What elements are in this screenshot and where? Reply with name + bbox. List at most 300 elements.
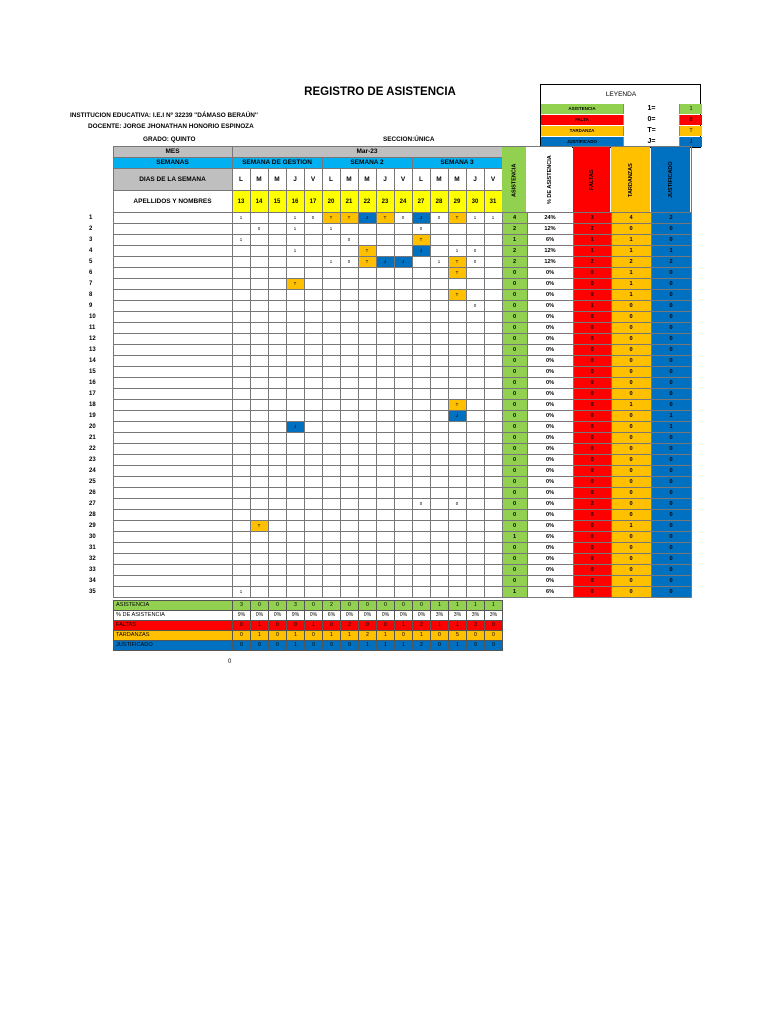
attendance-cell[interactable] bbox=[250, 510, 268, 521]
attendance-cell[interactable] bbox=[358, 389, 376, 400]
attendance-cell[interactable] bbox=[412, 268, 430, 279]
attendance-cell[interactable] bbox=[394, 554, 412, 565]
attendance-cell[interactable] bbox=[268, 411, 286, 422]
attendance-cell[interactable] bbox=[232, 345, 250, 356]
attendance-cell[interactable] bbox=[250, 356, 268, 367]
attendance-cell[interactable] bbox=[286, 312, 304, 323]
attendance-cell[interactable] bbox=[466, 532, 484, 543]
attendance-cell[interactable] bbox=[268, 532, 286, 543]
attendance-cell[interactable] bbox=[268, 510, 286, 521]
attendance-cell[interactable] bbox=[268, 554, 286, 565]
student-name-cell[interactable] bbox=[113, 268, 232, 279]
attendance-cell[interactable] bbox=[466, 565, 484, 576]
attendance-cell[interactable] bbox=[322, 290, 340, 301]
attendance-cell[interactable] bbox=[484, 444, 502, 455]
attendance-cell[interactable] bbox=[430, 367, 448, 378]
attendance-cell[interactable]: 1 bbox=[466, 213, 484, 224]
attendance-cell[interactable] bbox=[232, 499, 250, 510]
attendance-cell[interactable] bbox=[286, 345, 304, 356]
attendance-cell[interactable] bbox=[250, 279, 268, 290]
attendance-cell[interactable] bbox=[376, 411, 394, 422]
attendance-cell[interactable] bbox=[466, 521, 484, 532]
attendance-cell[interactable] bbox=[340, 411, 358, 422]
attendance-cell[interactable] bbox=[448, 576, 466, 587]
attendance-cell[interactable] bbox=[250, 235, 268, 246]
attendance-cell[interactable] bbox=[430, 499, 448, 510]
attendance-cell[interactable] bbox=[466, 477, 484, 488]
attendance-cell[interactable] bbox=[430, 521, 448, 532]
attendance-cell[interactable]: T bbox=[448, 290, 466, 301]
attendance-cell[interactable] bbox=[268, 521, 286, 532]
attendance-cell[interactable] bbox=[268, 576, 286, 587]
attendance-cell[interactable] bbox=[430, 422, 448, 433]
attendance-cell[interactable] bbox=[232, 323, 250, 334]
attendance-cell[interactable] bbox=[322, 312, 340, 323]
attendance-cell[interactable]: T bbox=[448, 268, 466, 279]
attendance-cell[interactable] bbox=[232, 301, 250, 312]
attendance-cell[interactable] bbox=[322, 301, 340, 312]
attendance-cell[interactable] bbox=[466, 378, 484, 389]
attendance-cell[interactable] bbox=[412, 290, 430, 301]
attendance-cell[interactable] bbox=[448, 312, 466, 323]
attendance-cell[interactable] bbox=[466, 389, 484, 400]
attendance-cell[interactable] bbox=[322, 477, 340, 488]
attendance-cell[interactable] bbox=[358, 334, 376, 345]
attendance-cell[interactable] bbox=[286, 367, 304, 378]
attendance-cell[interactable]: J bbox=[412, 246, 430, 257]
attendance-cell[interactable] bbox=[304, 378, 322, 389]
attendance-cell[interactable] bbox=[358, 400, 376, 411]
attendance-cell[interactable] bbox=[232, 477, 250, 488]
attendance-cell[interactable] bbox=[250, 576, 268, 587]
attendance-cell[interactable] bbox=[322, 334, 340, 345]
attendance-cell[interactable] bbox=[268, 389, 286, 400]
attendance-cell[interactable] bbox=[286, 499, 304, 510]
attendance-cell[interactable] bbox=[268, 279, 286, 290]
attendance-cell[interactable] bbox=[484, 301, 502, 312]
attendance-cell[interactable] bbox=[430, 356, 448, 367]
attendance-cell[interactable] bbox=[448, 345, 466, 356]
attendance-cell[interactable]: 1 bbox=[232, 235, 250, 246]
attendance-cell[interactable] bbox=[304, 565, 322, 576]
student-name-cell[interactable] bbox=[113, 433, 232, 444]
student-name-cell[interactable] bbox=[113, 521, 232, 532]
attendance-cell[interactable] bbox=[340, 576, 358, 587]
attendance-cell[interactable]: 1 bbox=[484, 213, 502, 224]
attendance-cell[interactable] bbox=[232, 565, 250, 576]
attendance-cell[interactable] bbox=[304, 433, 322, 444]
attendance-cell[interactable] bbox=[376, 378, 394, 389]
attendance-cell[interactable] bbox=[268, 455, 286, 466]
attendance-cell[interactable] bbox=[232, 378, 250, 389]
attendance-cell[interactable] bbox=[412, 466, 430, 477]
attendance-cell[interactable] bbox=[340, 521, 358, 532]
attendance-cell[interactable] bbox=[268, 466, 286, 477]
attendance-cell[interactable] bbox=[250, 532, 268, 543]
attendance-cell[interactable] bbox=[358, 521, 376, 532]
attendance-cell[interactable] bbox=[340, 444, 358, 455]
attendance-cell[interactable] bbox=[268, 477, 286, 488]
attendance-cell[interactable] bbox=[340, 455, 358, 466]
attendance-cell[interactable] bbox=[358, 312, 376, 323]
attendance-cell[interactable] bbox=[340, 334, 358, 345]
attendance-cell[interactable] bbox=[250, 455, 268, 466]
attendance-cell[interactable]: J bbox=[286, 422, 304, 433]
attendance-cell[interactable] bbox=[448, 444, 466, 455]
attendance-cell[interactable] bbox=[322, 587, 340, 598]
student-name-cell[interactable] bbox=[113, 290, 232, 301]
attendance-cell[interactable] bbox=[358, 367, 376, 378]
attendance-cell[interactable] bbox=[412, 345, 430, 356]
student-name-cell[interactable] bbox=[113, 532, 232, 543]
attendance-cell[interactable] bbox=[250, 411, 268, 422]
attendance-cell[interactable] bbox=[466, 279, 484, 290]
attendance-cell[interactable] bbox=[286, 235, 304, 246]
attendance-cell[interactable] bbox=[232, 488, 250, 499]
attendance-cell[interactable] bbox=[466, 444, 484, 455]
attendance-cell[interactable] bbox=[232, 422, 250, 433]
attendance-cell[interactable] bbox=[268, 433, 286, 444]
attendance-cell[interactable] bbox=[448, 521, 466, 532]
attendance-cell[interactable] bbox=[304, 444, 322, 455]
attendance-cell[interactable] bbox=[358, 576, 376, 587]
attendance-cell[interactable] bbox=[376, 422, 394, 433]
attendance-cell[interactable] bbox=[376, 224, 394, 235]
attendance-cell[interactable] bbox=[250, 587, 268, 598]
attendance-cell[interactable] bbox=[412, 301, 430, 312]
attendance-cell[interactable] bbox=[466, 312, 484, 323]
attendance-cell[interactable] bbox=[268, 268, 286, 279]
attendance-cell[interactable] bbox=[286, 543, 304, 554]
attendance-cell[interactable] bbox=[484, 224, 502, 235]
attendance-cell[interactable] bbox=[268, 323, 286, 334]
attendance-cell[interactable] bbox=[358, 455, 376, 466]
attendance-cell[interactable] bbox=[322, 356, 340, 367]
attendance-cell[interactable] bbox=[430, 466, 448, 477]
attendance-cell[interactable] bbox=[448, 510, 466, 521]
student-name-cell[interactable] bbox=[113, 510, 232, 521]
attendance-cell[interactable] bbox=[304, 246, 322, 257]
attendance-cell[interactable] bbox=[394, 532, 412, 543]
student-name-cell[interactable] bbox=[113, 389, 232, 400]
attendance-cell[interactable] bbox=[466, 455, 484, 466]
attendance-cell[interactable]: 1 bbox=[448, 246, 466, 257]
attendance-cell[interactable] bbox=[232, 224, 250, 235]
attendance-cell[interactable] bbox=[340, 389, 358, 400]
attendance-cell[interactable] bbox=[430, 532, 448, 543]
attendance-cell[interactable] bbox=[376, 466, 394, 477]
attendance-cell[interactable] bbox=[358, 499, 376, 510]
attendance-cell[interactable]: T bbox=[250, 521, 268, 532]
attendance-cell[interactable] bbox=[250, 433, 268, 444]
attendance-cell[interactable] bbox=[340, 279, 358, 290]
attendance-cell[interactable] bbox=[430, 477, 448, 488]
attendance-cell[interactable] bbox=[394, 488, 412, 499]
attendance-cell[interactable] bbox=[430, 433, 448, 444]
attendance-cell[interactable] bbox=[304, 279, 322, 290]
attendance-cell[interactable] bbox=[394, 400, 412, 411]
attendance-cell[interactable] bbox=[250, 466, 268, 477]
attendance-cell[interactable] bbox=[448, 389, 466, 400]
attendance-cell[interactable] bbox=[448, 356, 466, 367]
attendance-cell[interactable] bbox=[394, 510, 412, 521]
attendance-cell[interactable] bbox=[286, 466, 304, 477]
attendance-cell[interactable] bbox=[358, 268, 376, 279]
attendance-cell[interactable] bbox=[412, 554, 430, 565]
attendance-cell[interactable] bbox=[448, 378, 466, 389]
attendance-cell[interactable] bbox=[394, 279, 412, 290]
attendance-cell[interactable] bbox=[358, 543, 376, 554]
attendance-cell[interactable] bbox=[268, 565, 286, 576]
attendance-cell[interactable]: 0 bbox=[430, 213, 448, 224]
attendance-cell[interactable] bbox=[304, 521, 322, 532]
attendance-cell[interactable] bbox=[376, 367, 394, 378]
attendance-cell[interactable] bbox=[304, 466, 322, 477]
attendance-cell[interactable] bbox=[394, 367, 412, 378]
student-name-cell[interactable] bbox=[113, 477, 232, 488]
attendance-cell[interactable] bbox=[466, 400, 484, 411]
attendance-cell[interactable] bbox=[394, 411, 412, 422]
attendance-cell[interactable] bbox=[268, 444, 286, 455]
attendance-cell[interactable] bbox=[484, 290, 502, 301]
attendance-cell[interactable] bbox=[448, 279, 466, 290]
attendance-cell[interactable] bbox=[430, 389, 448, 400]
attendance-cell[interactable] bbox=[358, 433, 376, 444]
attendance-cell[interactable] bbox=[412, 312, 430, 323]
attendance-cell[interactable] bbox=[430, 268, 448, 279]
attendance-cell[interactable] bbox=[304, 367, 322, 378]
attendance-cell[interactable] bbox=[484, 367, 502, 378]
attendance-cell[interactable] bbox=[394, 301, 412, 312]
attendance-cell[interactable] bbox=[322, 510, 340, 521]
attendance-cell[interactable] bbox=[466, 422, 484, 433]
attendance-cell[interactable]: J bbox=[448, 411, 466, 422]
attendance-cell[interactable] bbox=[448, 477, 466, 488]
attendance-cell[interactable]: 0 bbox=[340, 235, 358, 246]
attendance-cell[interactable] bbox=[286, 488, 304, 499]
attendance-cell[interactable] bbox=[340, 224, 358, 235]
attendance-cell[interactable] bbox=[340, 422, 358, 433]
attendance-cell[interactable] bbox=[448, 543, 466, 554]
attendance-cell[interactable] bbox=[448, 433, 466, 444]
attendance-cell[interactable] bbox=[394, 378, 412, 389]
attendance-cell[interactable] bbox=[340, 378, 358, 389]
student-name-cell[interactable] bbox=[113, 235, 232, 246]
attendance-cell[interactable] bbox=[376, 587, 394, 598]
attendance-cell[interactable] bbox=[448, 367, 466, 378]
attendance-cell[interactable] bbox=[286, 334, 304, 345]
attendance-cell[interactable] bbox=[484, 312, 502, 323]
student-name-cell[interactable] bbox=[113, 334, 232, 345]
attendance-cell[interactable]: T bbox=[358, 246, 376, 257]
attendance-cell[interactable] bbox=[376, 345, 394, 356]
attendance-cell[interactable] bbox=[376, 532, 394, 543]
attendance-cell[interactable] bbox=[232, 466, 250, 477]
attendance-cell[interactable] bbox=[466, 356, 484, 367]
attendance-cell[interactable] bbox=[376, 389, 394, 400]
attendance-cell[interactable] bbox=[358, 488, 376, 499]
attendance-cell[interactable] bbox=[358, 411, 376, 422]
attendance-cell[interactable] bbox=[358, 565, 376, 576]
attendance-cell[interactable] bbox=[430, 345, 448, 356]
attendance-cell[interactable] bbox=[304, 301, 322, 312]
attendance-cell[interactable] bbox=[250, 565, 268, 576]
attendance-cell[interactable] bbox=[250, 345, 268, 356]
attendance-cell[interactable] bbox=[340, 400, 358, 411]
attendance-cell[interactable] bbox=[394, 587, 412, 598]
attendance-cell[interactable] bbox=[412, 378, 430, 389]
attendance-cell[interactable] bbox=[484, 499, 502, 510]
attendance-cell[interactable] bbox=[268, 290, 286, 301]
attendance-cell[interactable] bbox=[286, 400, 304, 411]
attendance-cell[interactable] bbox=[466, 323, 484, 334]
attendance-cell[interactable] bbox=[376, 334, 394, 345]
attendance-cell[interactable] bbox=[268, 246, 286, 257]
attendance-cell[interactable] bbox=[430, 565, 448, 576]
attendance-cell[interactable] bbox=[286, 411, 304, 422]
attendance-cell[interactable] bbox=[232, 389, 250, 400]
attendance-cell[interactable] bbox=[376, 323, 394, 334]
attendance-cell[interactable] bbox=[484, 389, 502, 400]
attendance-cell[interactable] bbox=[232, 510, 250, 521]
attendance-cell[interactable] bbox=[286, 521, 304, 532]
attendance-cell[interactable] bbox=[466, 554, 484, 565]
attendance-cell[interactable]: J bbox=[376, 257, 394, 268]
attendance-cell[interactable] bbox=[250, 213, 268, 224]
attendance-cell[interactable] bbox=[484, 411, 502, 422]
attendance-cell[interactable] bbox=[286, 554, 304, 565]
attendance-cell[interactable] bbox=[232, 334, 250, 345]
attendance-cell[interactable] bbox=[304, 224, 322, 235]
attendance-cell[interactable] bbox=[322, 543, 340, 554]
attendance-cell[interactable] bbox=[376, 246, 394, 257]
attendance-cell[interactable] bbox=[304, 356, 322, 367]
attendance-cell[interactable] bbox=[322, 279, 340, 290]
attendance-cell[interactable] bbox=[430, 587, 448, 598]
attendance-cell[interactable] bbox=[466, 510, 484, 521]
attendance-cell[interactable] bbox=[448, 455, 466, 466]
attendance-cell[interactable] bbox=[322, 345, 340, 356]
attendance-cell[interactable] bbox=[484, 488, 502, 499]
attendance-cell[interactable] bbox=[412, 334, 430, 345]
attendance-cell[interactable] bbox=[232, 444, 250, 455]
attendance-cell[interactable] bbox=[250, 554, 268, 565]
attendance-cell[interactable] bbox=[286, 301, 304, 312]
attendance-cell[interactable]: 1 bbox=[322, 224, 340, 235]
attendance-cell[interactable] bbox=[430, 323, 448, 334]
attendance-cell[interactable] bbox=[340, 356, 358, 367]
attendance-cell[interactable]: 1 bbox=[232, 213, 250, 224]
attendance-cell[interactable] bbox=[304, 510, 322, 521]
attendance-cell[interactable] bbox=[322, 521, 340, 532]
attendance-cell[interactable] bbox=[394, 235, 412, 246]
attendance-cell[interactable] bbox=[268, 312, 286, 323]
attendance-cell[interactable]: 1 bbox=[430, 257, 448, 268]
attendance-cell[interactable] bbox=[232, 532, 250, 543]
attendance-cell[interactable] bbox=[286, 433, 304, 444]
attendance-cell[interactable] bbox=[304, 389, 322, 400]
attendance-cell[interactable] bbox=[376, 444, 394, 455]
attendance-cell[interactable] bbox=[340, 246, 358, 257]
attendance-cell[interactable] bbox=[376, 279, 394, 290]
attendance-cell[interactable] bbox=[412, 565, 430, 576]
attendance-cell[interactable] bbox=[340, 488, 358, 499]
attendance-cell[interactable] bbox=[340, 301, 358, 312]
attendance-cell[interactable] bbox=[484, 477, 502, 488]
attendance-cell[interactable] bbox=[340, 290, 358, 301]
attendance-cell[interactable] bbox=[376, 521, 394, 532]
student-name-cell[interactable] bbox=[113, 312, 232, 323]
attendance-cell[interactable]: 1 bbox=[232, 587, 250, 598]
attendance-cell[interactable] bbox=[484, 587, 502, 598]
attendance-cell[interactable] bbox=[232, 367, 250, 378]
attendance-cell[interactable]: T bbox=[358, 257, 376, 268]
attendance-cell[interactable] bbox=[358, 235, 376, 246]
attendance-cell[interactable] bbox=[430, 554, 448, 565]
attendance-cell[interactable] bbox=[376, 268, 394, 279]
attendance-cell[interactable] bbox=[376, 433, 394, 444]
attendance-cell[interactable] bbox=[304, 268, 322, 279]
attendance-cell[interactable] bbox=[376, 488, 394, 499]
attendance-cell[interactable] bbox=[286, 323, 304, 334]
attendance-cell[interactable] bbox=[484, 455, 502, 466]
attendance-cell[interactable] bbox=[286, 444, 304, 455]
student-name-cell[interactable] bbox=[113, 455, 232, 466]
attendance-cell[interactable] bbox=[466, 576, 484, 587]
attendance-cell[interactable] bbox=[304, 455, 322, 466]
attendance-cell[interactable] bbox=[448, 235, 466, 246]
attendance-cell[interactable] bbox=[430, 301, 448, 312]
attendance-cell[interactable]: J bbox=[358, 213, 376, 224]
attendance-cell[interactable] bbox=[448, 334, 466, 345]
attendance-cell[interactable] bbox=[466, 367, 484, 378]
attendance-cell[interactable] bbox=[268, 345, 286, 356]
attendance-cell[interactable] bbox=[340, 499, 358, 510]
attendance-cell[interactable] bbox=[250, 444, 268, 455]
attendance-cell[interactable] bbox=[268, 235, 286, 246]
attendance-cell[interactable] bbox=[286, 576, 304, 587]
attendance-cell[interactable] bbox=[268, 543, 286, 554]
attendance-cell[interactable] bbox=[484, 466, 502, 477]
attendance-cell[interactable] bbox=[304, 400, 322, 411]
attendance-cell[interactable] bbox=[340, 543, 358, 554]
attendance-cell[interactable]: 0 bbox=[466, 301, 484, 312]
student-name-cell[interactable] bbox=[113, 444, 232, 455]
attendance-cell[interactable] bbox=[286, 290, 304, 301]
attendance-cell[interactable] bbox=[358, 224, 376, 235]
attendance-cell[interactable] bbox=[250, 400, 268, 411]
attendance-cell[interactable] bbox=[250, 312, 268, 323]
attendance-cell[interactable] bbox=[304, 345, 322, 356]
attendance-cell[interactable] bbox=[376, 301, 394, 312]
attendance-cell[interactable] bbox=[322, 455, 340, 466]
attendance-cell[interactable] bbox=[322, 268, 340, 279]
attendance-cell[interactable] bbox=[466, 235, 484, 246]
student-name-cell[interactable] bbox=[113, 411, 232, 422]
student-name-cell[interactable] bbox=[113, 576, 232, 587]
attendance-cell[interactable] bbox=[430, 444, 448, 455]
attendance-cell[interactable] bbox=[412, 510, 430, 521]
attendance-cell[interactable] bbox=[232, 543, 250, 554]
attendance-cell[interactable] bbox=[322, 554, 340, 565]
student-name-cell[interactable] bbox=[113, 323, 232, 334]
attendance-cell[interactable] bbox=[412, 532, 430, 543]
attendance-cell[interactable] bbox=[412, 543, 430, 554]
attendance-cell[interactable] bbox=[484, 510, 502, 521]
attendance-cell[interactable] bbox=[430, 543, 448, 554]
attendance-cell[interactable] bbox=[484, 246, 502, 257]
attendance-cell[interactable] bbox=[322, 246, 340, 257]
